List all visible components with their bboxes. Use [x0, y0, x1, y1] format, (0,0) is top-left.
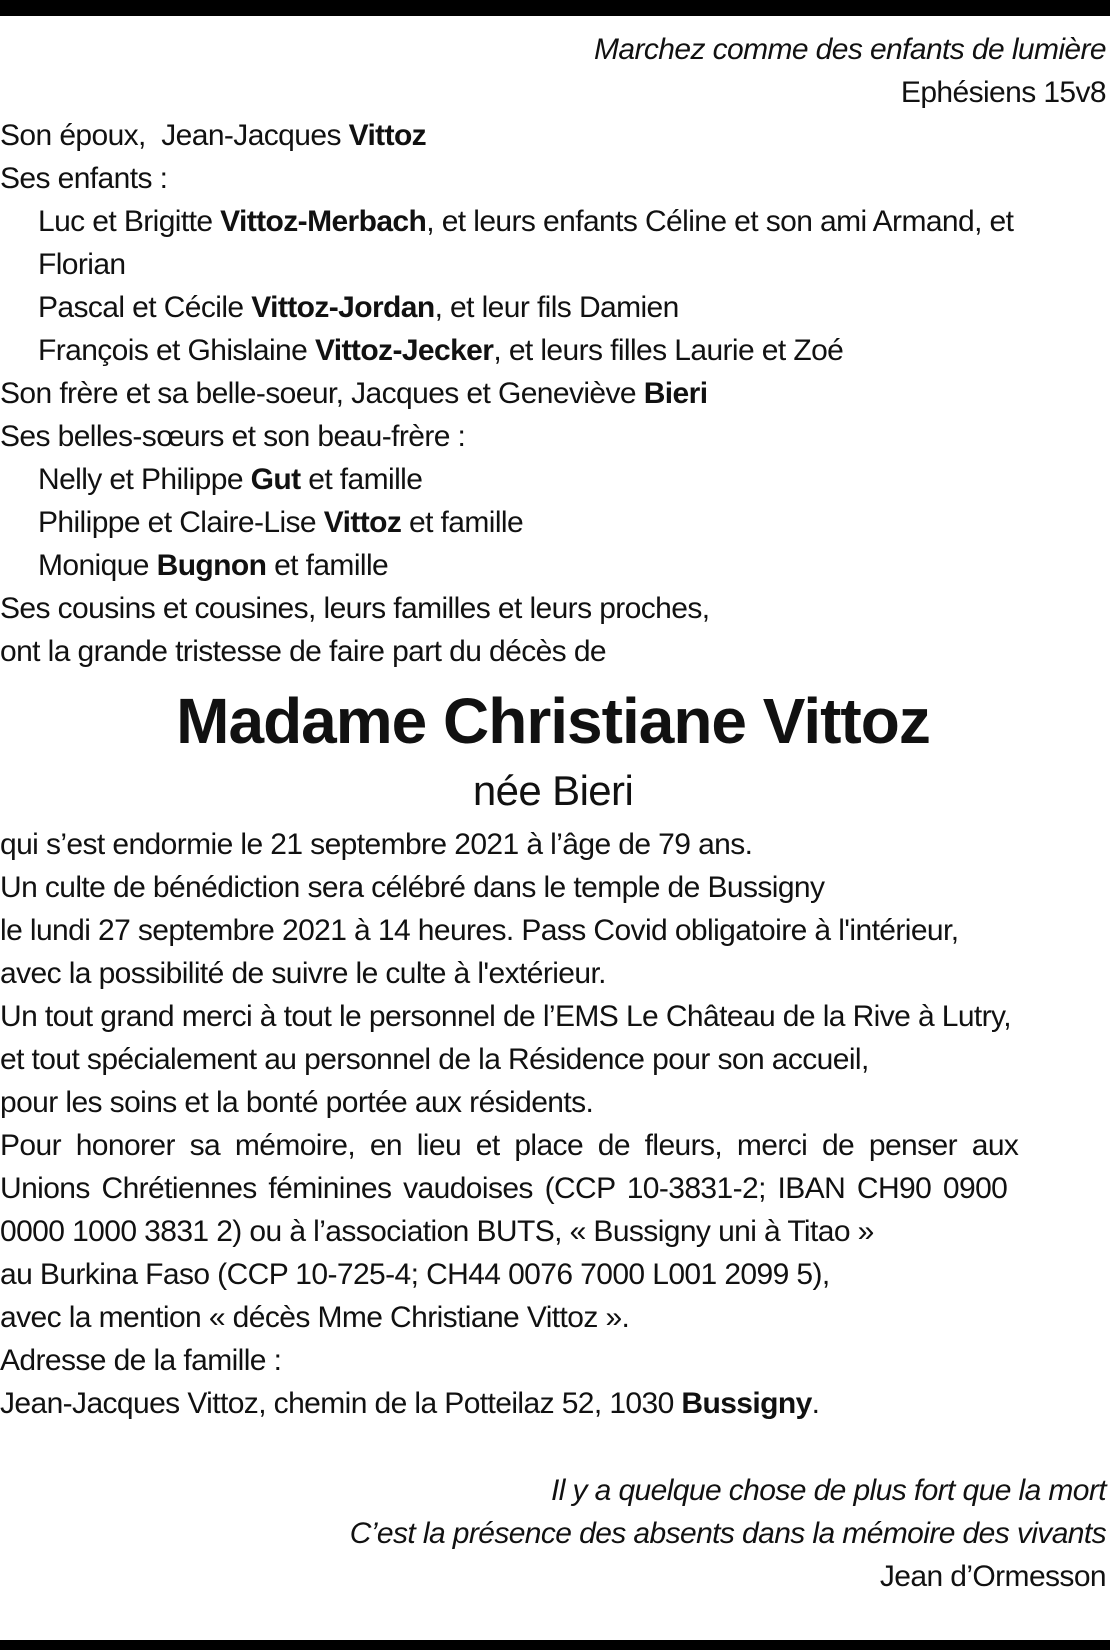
details-line: qui s’est endormie le 21 septembre 2021 à l’âge de 79 ans. — [0, 828, 753, 861]
details-line: avec la mention « décès Mme Christiane Vittoz ». — [0, 1301, 630, 1334]
bottom-border — [0, 1640, 1110, 1650]
children-heading: Ses enfants : — [0, 162, 168, 195]
spouse-line: Son époux, Jean-Jacques Vittoz — [0, 119, 427, 152]
closing-quote-line-2: C’est la présence des absents dans la mémoire des vivants — [349, 1517, 1106, 1550]
brother-surname: Bieri — [643, 377, 708, 410]
details-line: Un culte de bénédiction sera célébré dans le temple de Bussigny — [0, 871, 825, 904]
details-line: Un tout grand merci à tout le personnel de l’EMS Le Château de la Rive à Lutry, — [0, 1000, 1011, 1033]
top-border — [0, 0, 1110, 16]
details-line: 0000 1000 3831 2) ou à l’association BUTS, « Bussigny uni à Titao » — [0, 1215, 874, 1248]
inlaw-line-1: Nelly et Philippe Gut et famille — [38, 463, 423, 496]
address-city: Bussigny — [681, 1387, 812, 1420]
closing-quote-line-1: Il y a quelque chose de plus fort que la mort — [550, 1474, 1106, 1507]
epigraph-reference: Ephésiens 15v8 — [900, 76, 1106, 109]
deceased-name: Madame Christiane Vittoz — [176, 685, 930, 757]
address-heading: Adresse de la famille : — [0, 1344, 282, 1377]
details-line: Unions Chrétiennes féminines vaudoises (CCP 10-3831-2; IBAN CH90 0900 — [0, 1172, 1008, 1205]
details-line: Pour honorer sa mémoire, en lieu et place de fleurs, merci de penser aux — [0, 1129, 1019, 1162]
child-line-1: Luc et Brigitte Vittoz-Merbach, et leurs enfants Céline et son ami Armand, et Florian — [38, 205, 1014, 281]
child-line-2: Pascal et Cécile Vittoz-Jordan, et leur fils Damien — [38, 291, 679, 324]
cousins-line: Ses cousins et cousines, leurs familles et leurs proches, — [0, 592, 710, 625]
details-line: le lundi 27 septembre 2021 à 14 heures. Pass Covid obligatoire à l'intérieur, — [0, 914, 959, 947]
inlaw-surname: Vittoz — [323, 506, 402, 539]
inlaw-surname: Gut — [250, 463, 301, 496]
details-line: et tout spécialement au personnel de la Résidence pour son accueil, — [0, 1043, 869, 1076]
details-line: pour les soins et la bonté portée aux résidents. — [0, 1086, 594, 1119]
epigraph-quote: Marchez comme des enfants de lumière — [594, 33, 1106, 66]
inlaw-line-3: Monique Bugnon et famille — [38, 549, 389, 582]
closing-author: Jean d’Ormesson — [879, 1560, 1106, 1593]
brother-line: Son frère et sa belle-soeur, Jacques et Geneviève Bieri — [0, 377, 708, 410]
spouse-surname: Vittoz — [348, 119, 427, 152]
inlaw-line-2: Philippe et Claire-Lise Vittoz et famille — [38, 506, 524, 539]
spacer — [0, 1425, 1106, 1469]
child-surname: Vittoz-Merbach — [220, 205, 427, 238]
child-line-3: François et Ghislaine Vittoz-Jecker, et leurs filles Laurie et Zoé — [38, 334, 844, 367]
notice-content — [0, 28, 1106, 1598]
details-line: avec la possibilité de suivre le culte à l'extérieur. — [0, 957, 606, 990]
announcement-line: ont la grande tristesse de faire part du décès de — [0, 635, 606, 668]
child-surname: Vittoz-Jecker — [314, 334, 494, 367]
inlaws-heading: Ses belles-sœurs et son beau-frère : — [0, 420, 466, 453]
child-surname: Vittoz-Jordan — [251, 291, 435, 324]
maiden-name: née Bieri — [472, 767, 634, 814]
details-line: au Burkina Faso (CCP 10-725-4; CH44 0076 7000 L001 2099 5), — [0, 1258, 830, 1291]
inlaw-surname: Bugnon — [156, 549, 267, 582]
address-line: Jean-Jacques Vittoz, chemin de la Potteilaz 52, 1030 Bussigny. — [0, 1387, 820, 1420]
